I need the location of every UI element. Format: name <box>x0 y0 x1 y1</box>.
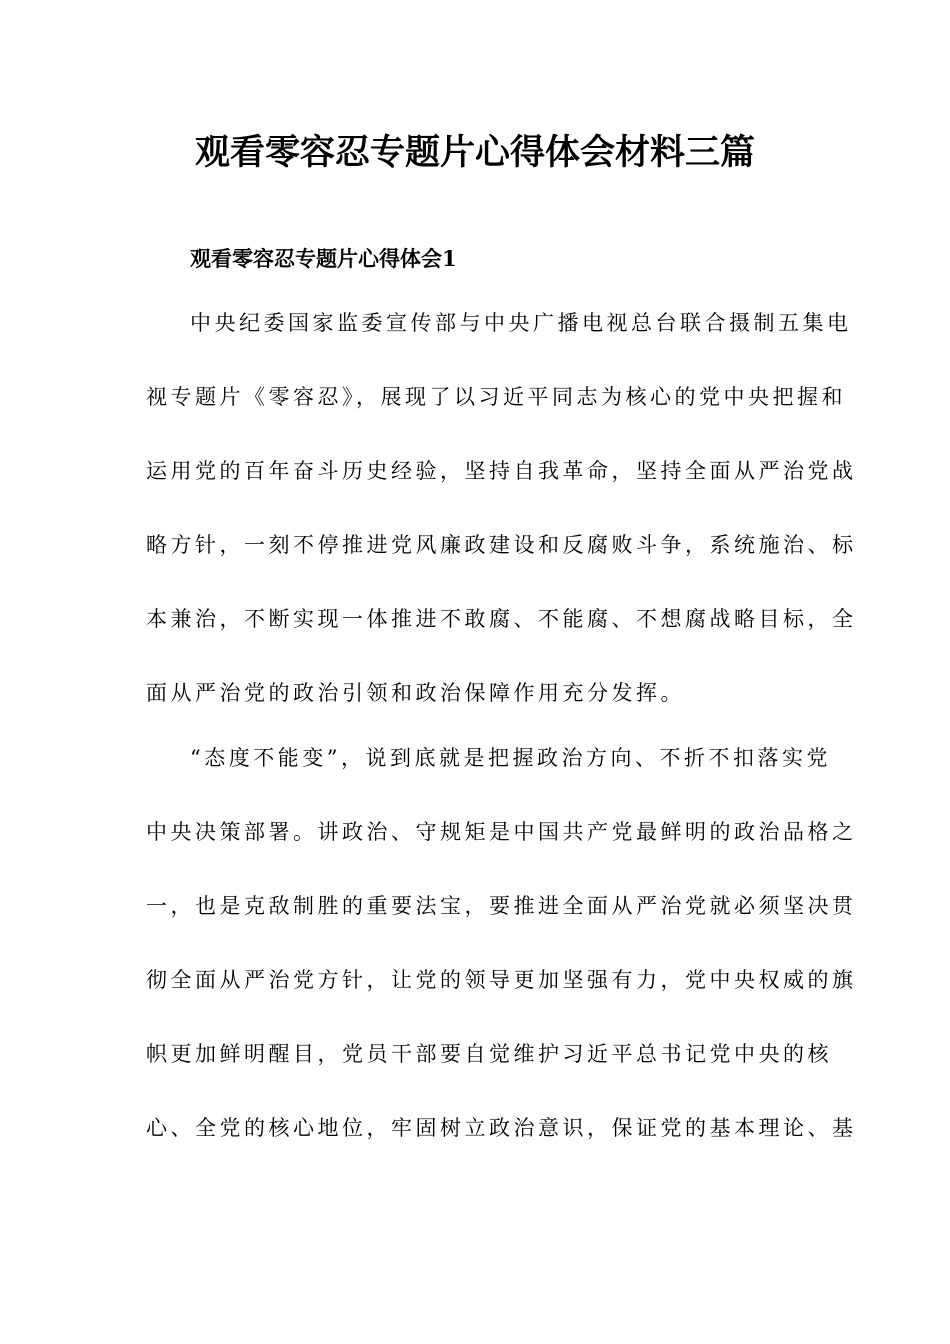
paragraph-line: 彻全面从严治党方针，让党的领导更加坚强有力，党中央权威的旗 <box>146 968 857 992</box>
paragraph-line: “态度不能变”，说到底就是把握政治方向、不折不扣落实党 <box>190 746 831 770</box>
paragraph-line: 面从严治党的政治引领和政治保障作用充分发挥。 <box>146 681 685 705</box>
paragraph-line: 中央决策部署。讲政治、守规矩是中国共产党最鲜明的政治品格之 <box>146 820 857 844</box>
paragraph-line: 帜更加鲜明醒目，党员干部要自觉维护习近平总书记党中央的核 <box>146 1042 832 1066</box>
paragraph-line: 运用党的百年奋斗历史经验，坚持自我革命，坚持全面从严治党战 <box>146 459 857 483</box>
section-heading: 观看零容忍专题片心得体会1 <box>190 246 457 271</box>
paragraph-line: 本兼治，不断实现一体推进不敢腐、不能腐、不想腐战略目标，全 <box>146 607 857 631</box>
paragraph-line: 中央纪委国家监委宣传部与中央广播电视总台联合摄制五集电 <box>190 311 852 335</box>
document-title: 观看零容忍专题片心得体会材料三篇 <box>194 132 755 173</box>
paragraph-line: 略方针，一刻不停推进党风廉政建设和反腐败斗争，系统施治、标 <box>146 533 857 557</box>
paragraph-line: 一，也是克敌制胜的重要法宝，要推进全面从严治党就必须坚决贯 <box>146 894 857 918</box>
paragraph-line: 心、全党的核心地位，牢固树立政治意识，保证党的基本理论、基 <box>146 1116 857 1140</box>
paragraph-line: 视专题片《零容忍》，展现了以习近平同志为核心的党中央把握和 <box>146 385 846 409</box>
